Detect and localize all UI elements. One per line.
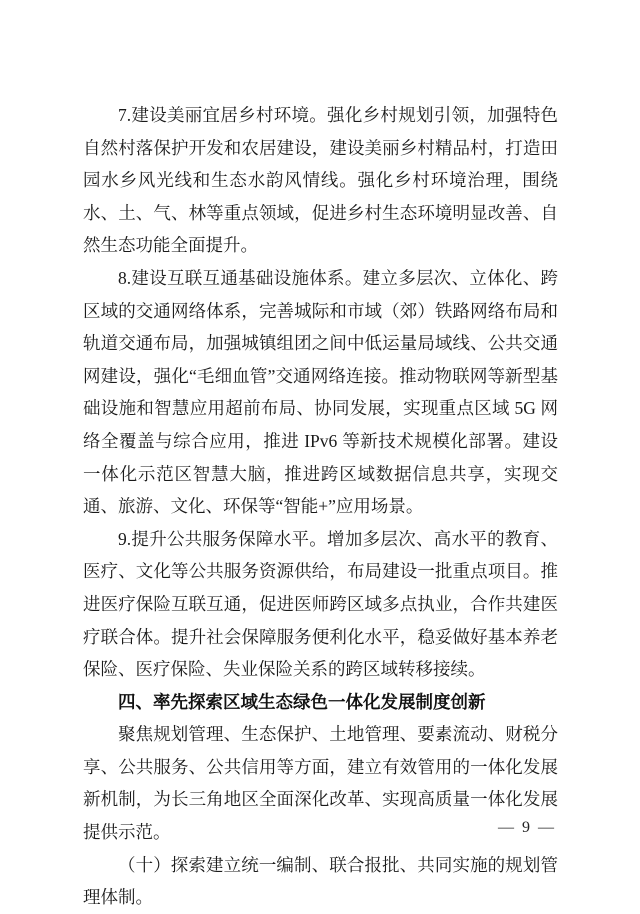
paragraph-item-10: （十）探索建立统一编制、联合报批、共同实施的规划管理体制。 [83,854,558,908]
paragraph-item-9: 9.提升公共服务保障水平。增加多层次、高水平的教育、医疗、文化等公共服务资源供给，布局建设一批重点项目。推进医疗保险互联互通，促进医师跨区域多点执业，合作共建医疗联合体。提升社会保障服务便利化水平，稳妥做好基本养老保险、医疗保险、失业保险关系的跨区域转移接续。 [83,528,558,680]
page-number: — 9 — [498,819,556,836]
section-heading-4: 四、率先探索区域生态绿色一体化发展制度创新 [118,691,486,712]
paragraph-item-8: 8.建设互联互通基础设施体系。建立多层次、立体化、跨区域的交通网络体系，完善城际和市域（郊）铁路网络布局和轨道交通布局，加强城镇组团之间中低运量局域线、公共交通网建设，强化“毛细血管”交通网络连接。推动物联网等新型基础设施和智慧应用超前布局、协同发展，实现重点区域 5G 网络全覆盖与综合应用，推进 IPv6 等新技术规模化部署。建设一体化示范区智慧大脑，推进跨区域数据信息共享，实现交通、旅游、文化、环保等“智能+”应用场景。 [83,267,558,517]
paragraph-item-7: 7.建设美丽宜居乡村环境。强化乡村规划引领，加强特色自然村落保护开发和农居建设，建设美丽乡村精品村，打造田园水乡风光线和生态水韵风情线。强化乡村环境治理，围绕水、土、气、林等重点领域，促进乡村生态环境明显改善、自然生态功能全面提升。 [83,105,558,256]
paragraph-section4-intro: 聚焦规划管理、生态保护、土地管理、要素流动、财税分享、公共服务、公共信用等方面，建立有效管用的一体化发展新机制，为长三角地区全面深化改革、实现高质量一体化发展提供示范。 [83,724,558,843]
